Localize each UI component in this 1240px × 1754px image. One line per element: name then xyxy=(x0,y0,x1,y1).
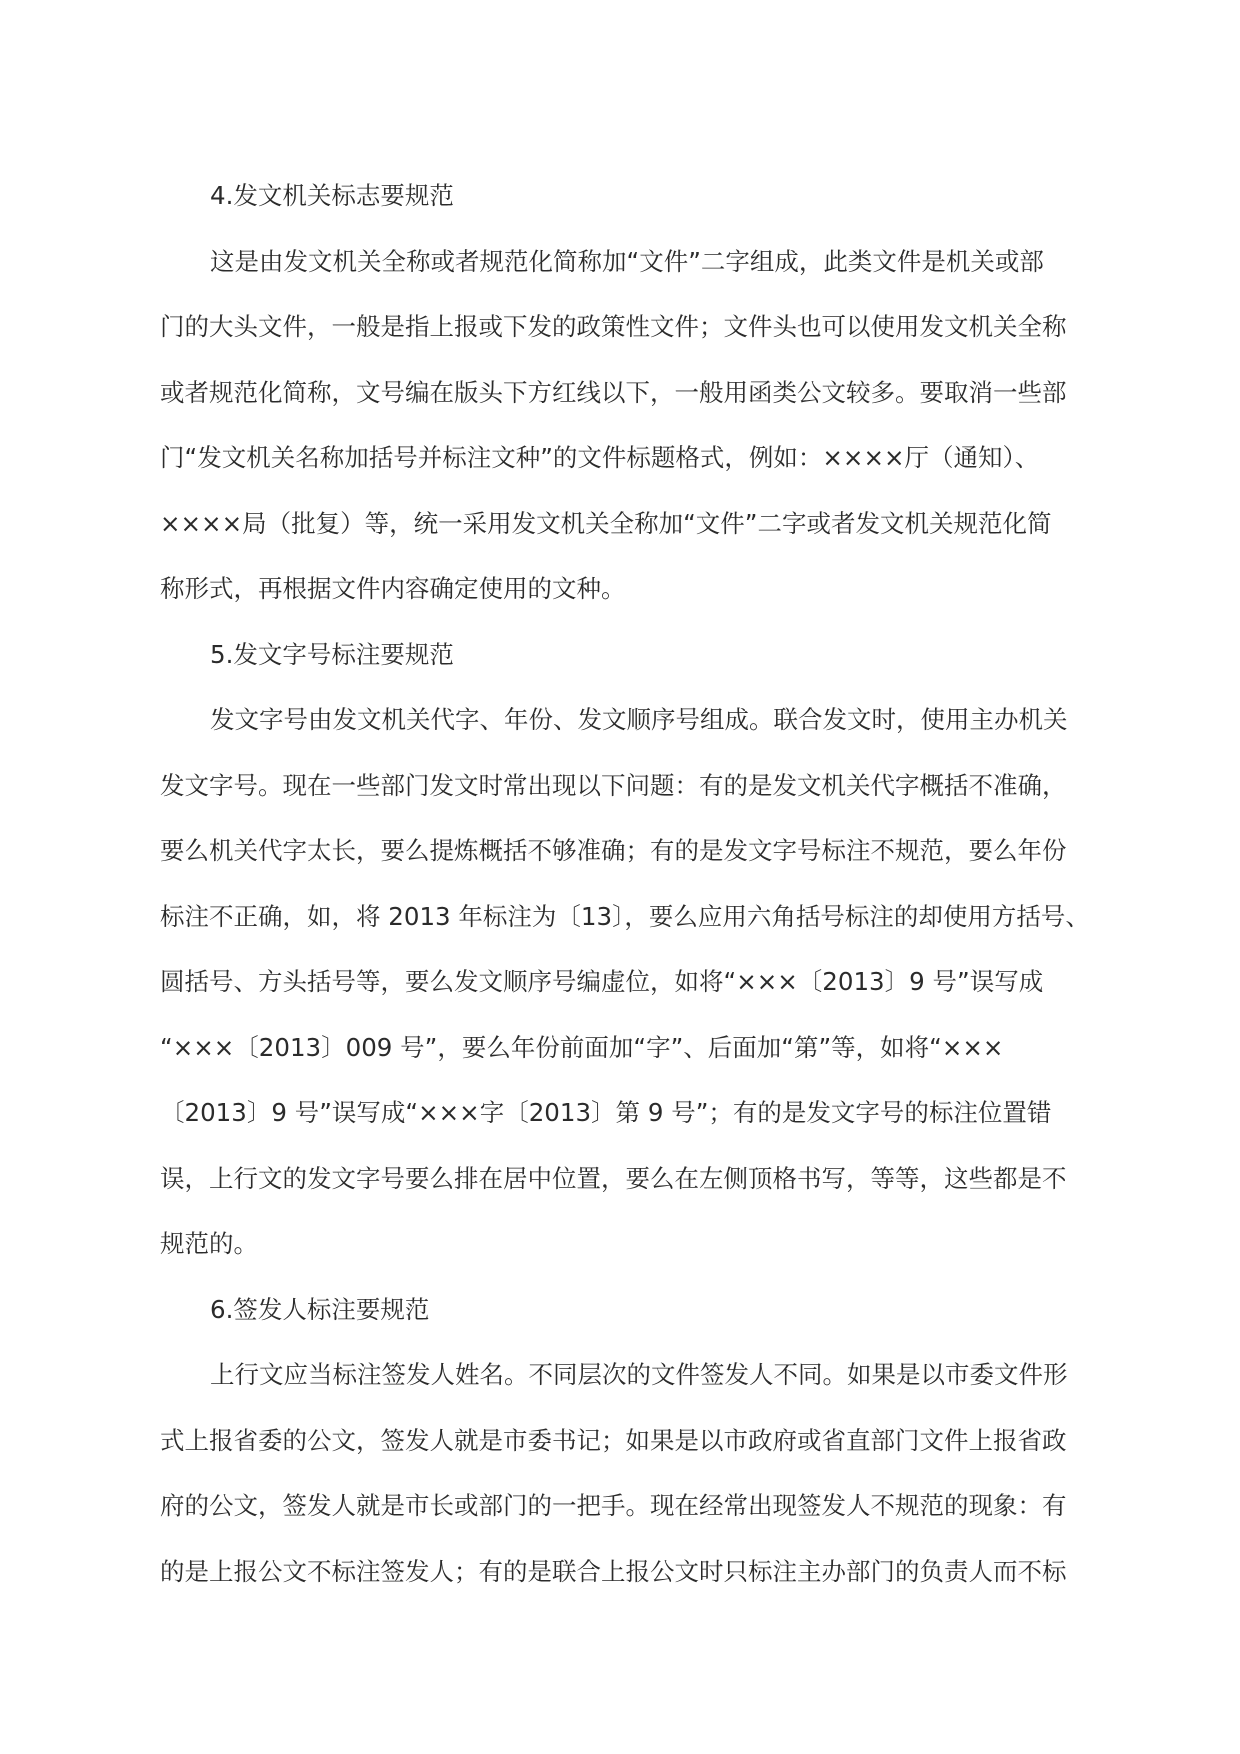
paragraph-line: 或者规范化简称，文号编在版头下方红线以下，一般用函类公文较多。要取消一些部 xyxy=(160,377,1067,407)
section-6 xyxy=(160,1292,1080,1620)
paragraph-line: 〔2013〕9 号”误写成“×××字〔2013〕第 9 号”；有的是发文字号的标注位置错 xyxy=(160,1098,1052,1127)
paragraph-line: 府的公文，签发人就是市长或部门的一把手。现在经常出现签发人不规范的现象：有 xyxy=(160,1491,1067,1520)
section-heading: 4.发文机关标志要规范 xyxy=(210,181,454,210)
paragraph-line: 圆括号、方头括号等，要么发文顺序号编虚位，如将“×××〔2013〕9 号”误写成 xyxy=(160,967,1044,996)
section-5 xyxy=(160,637,1090,1292)
document-body xyxy=(160,178,1090,1619)
paragraph-line: 发文字号由发文机关代字、年份、发文顺序号组成。联合发文时，使用主办机关 xyxy=(210,705,1068,734)
section-heading: 6.签发人标注要规范 xyxy=(210,1294,430,1324)
paragraph-line: 规范的。 xyxy=(160,1229,258,1258)
paragraph-line: ××××局（批复）等，统一采用发文机关全称加“文件”二字或者发文机关规范化简 xyxy=(160,508,1052,538)
paragraph-line: 称形式，再根据文件内容确定使用的文种。 xyxy=(160,574,626,603)
section-4 xyxy=(160,178,1080,637)
paragraph-line: 误，上行文的发文字号要么排在居中位置，要么在左侧顶格书写，等等，这些都是不 xyxy=(160,1163,1067,1193)
paragraph-line: 发文字号。现在一些部门发文时常出现以下问题：有的是发文机关代字概括不准确， xyxy=(160,770,1067,800)
paragraph-line: 要么机关代字太长，要么提炼概括不够准确；有的是发文字号标注不规范，要么年份 xyxy=(160,836,1067,865)
paragraph-line: 标注不正确，如，将 2013 年标注为〔13〕，要么应用六角括号标注的却使用方括号、 xyxy=(160,901,1090,931)
paragraph-line: 式上报省委的公文，签发人就是市委书记；如果是以市政府或省直部门文件上报省政 xyxy=(160,1425,1067,1455)
paragraph-line: “×××〔2013〕009 号”，要么年份前面加“字”、后面加“第”等，如将“××× xyxy=(160,1032,1004,1062)
paragraph-line: 上行文应当标注签发人姓名。不同层次的文件签发人不同。如果是以市委文件形 xyxy=(210,1360,1068,1389)
section-heading: 5.发文字号标注要规范 xyxy=(210,639,454,669)
paragraph-line: 门的大头文件，一般是指上报或下发的政策性文件；文件头也可以使用发文机关全称 xyxy=(160,312,1067,341)
paragraph-line: 这是由发文机关全称或者规范化简称加“文件”二字组成，此类文件是机关或部 xyxy=(210,246,1044,276)
paragraph-line: 的是上报公文不标注签发人；有的是联合上报公文时只标注主办部门的负责人而不标 xyxy=(160,1556,1067,1586)
paragraph-line: 门“发文机关名称加括号并标注文种”的文件标题格式，例如：××××厅（通知）、 xyxy=(160,443,1040,472)
